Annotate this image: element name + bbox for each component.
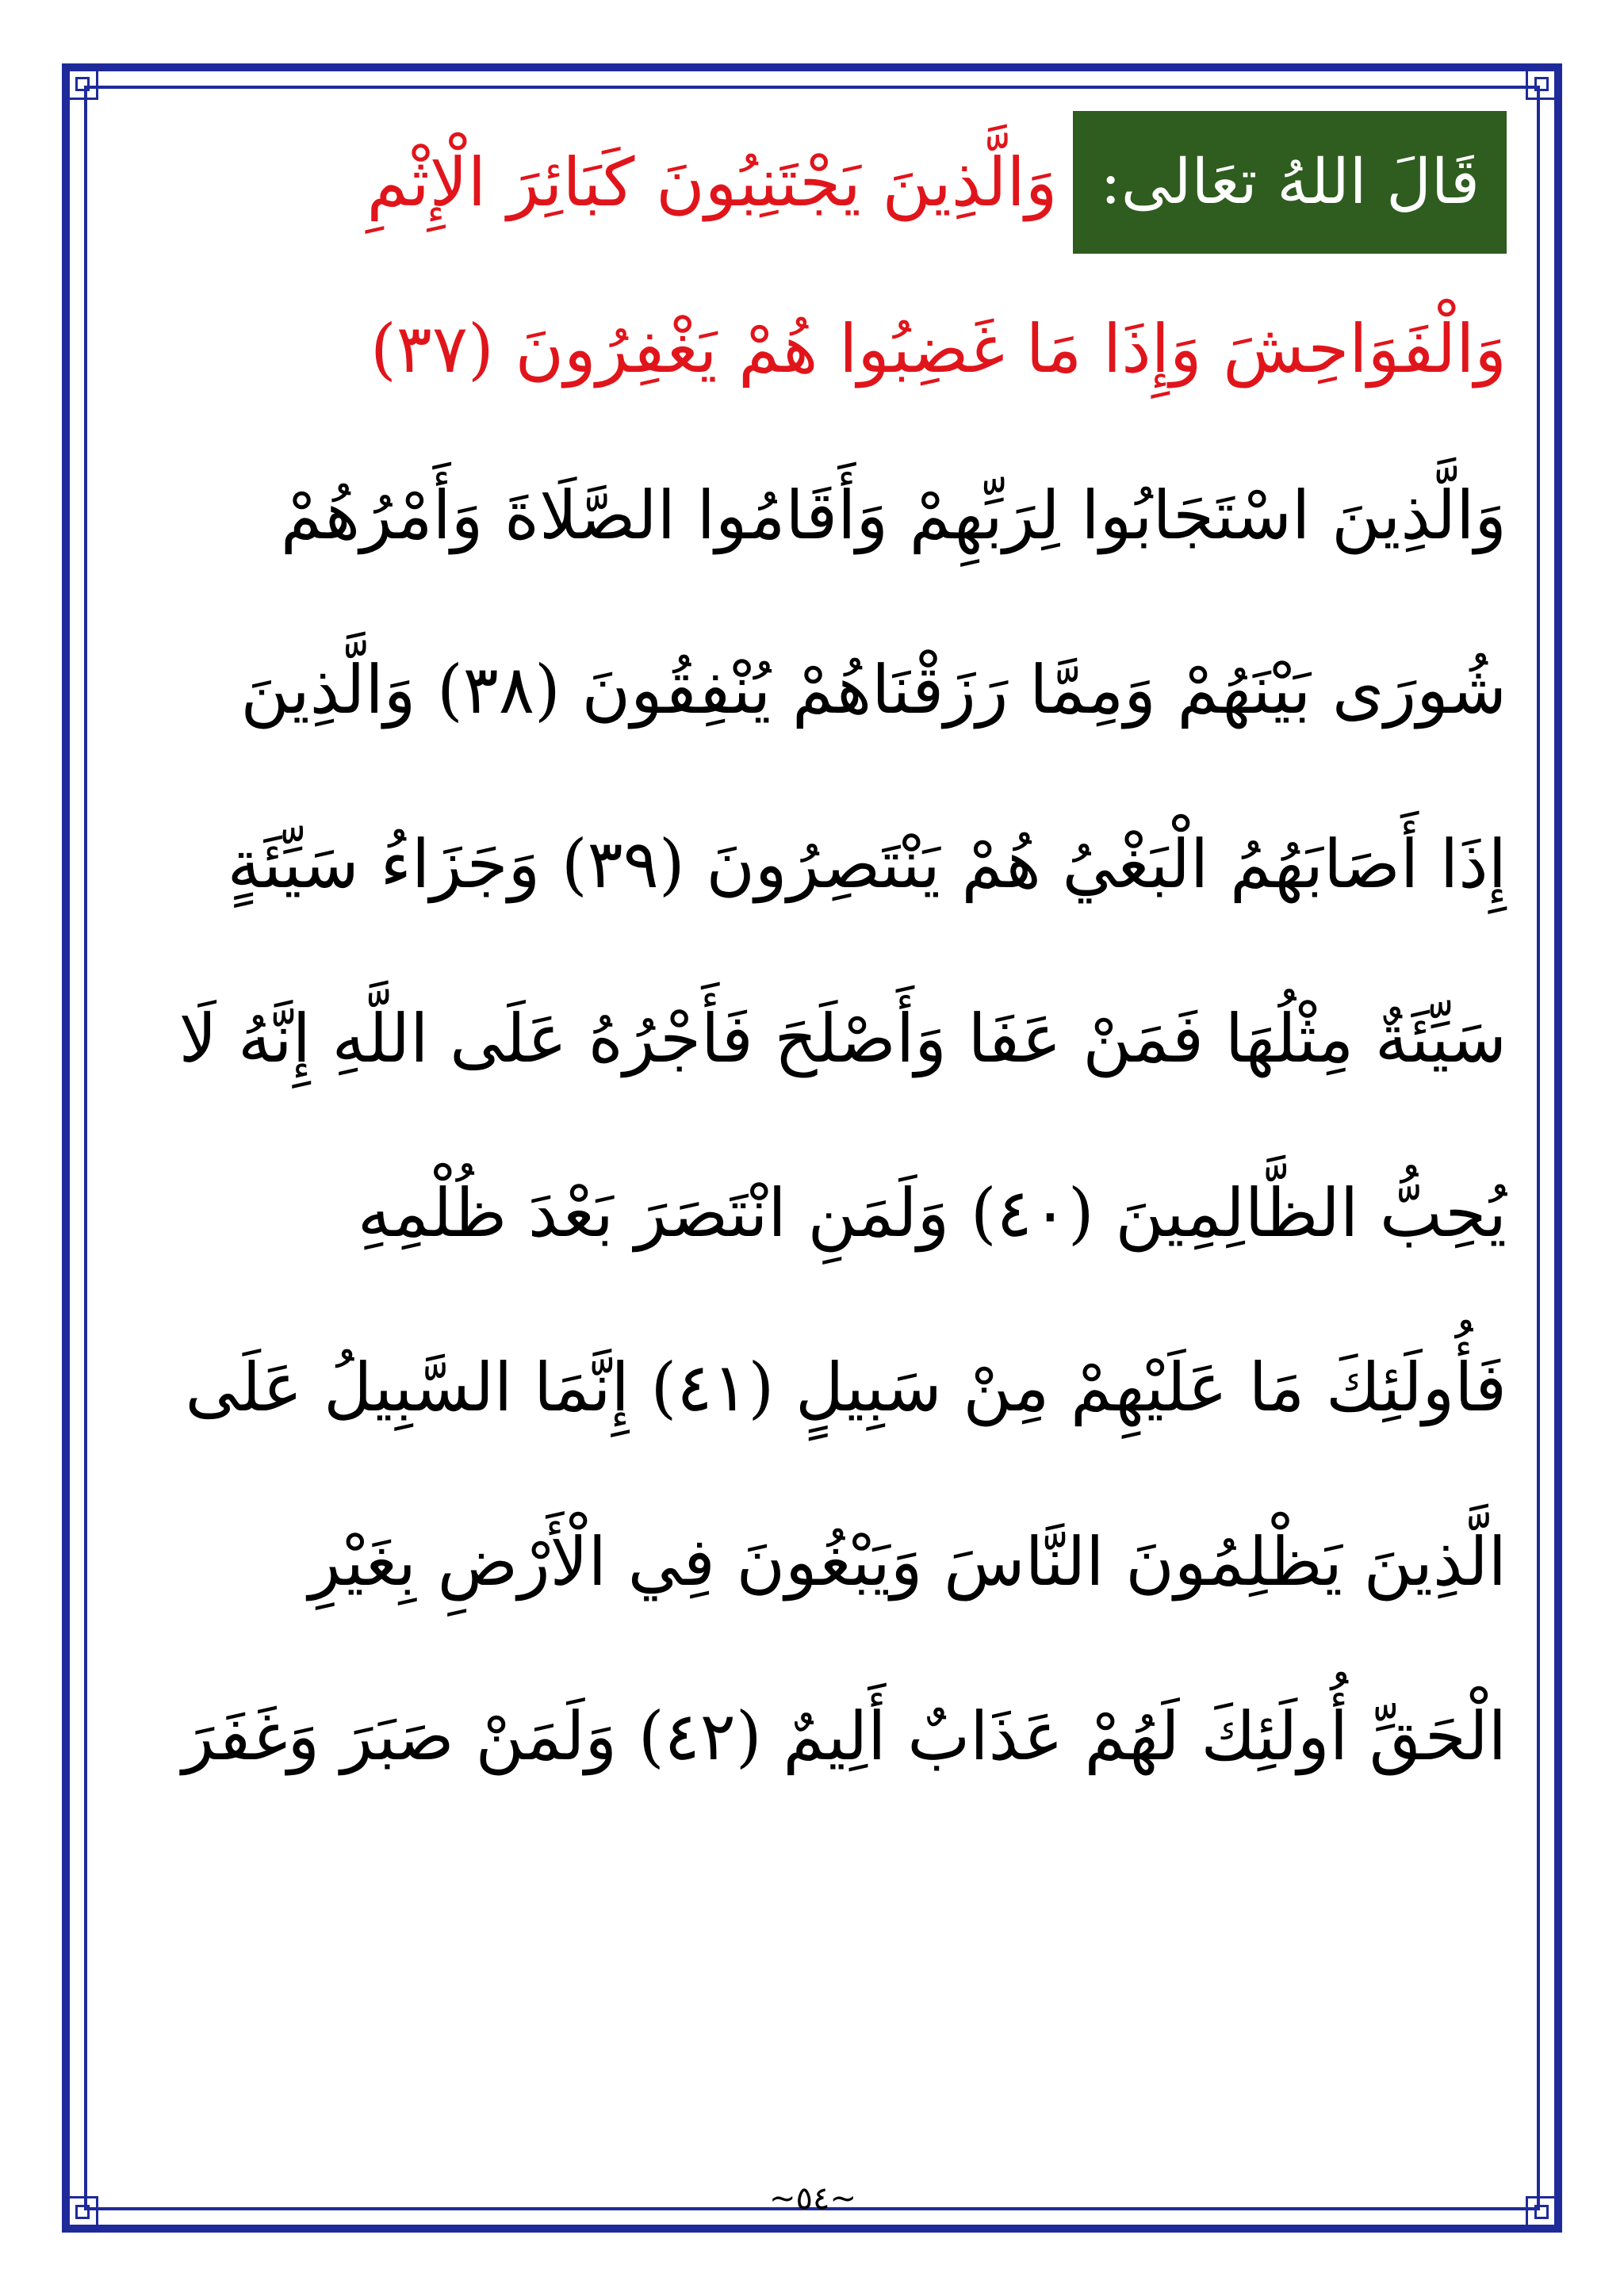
corner-ornament-top-left <box>67 68 98 100</box>
verse-heading-line-2-text: وَالْفَوَاحِشَ وَإِذَا مَا غَضِبُوا هُمْ يَغْفِرُونَ (٣٧) <box>370 310 1507 388</box>
verse-line-3-text: إِذَا أَصَابَهُمُ الْبَغْيُ هُمْ يَنْتَصِرُونَ (٣٩) وَجَزَاءُ سَيِّئَةٍ <box>227 825 1507 903</box>
verse-line-5-text: يُحِبُّ الظَّالِمِينَ (٤٠) وَلَمَنِ انْتَصَرَ بَعْدَ ظُلْمِهِ <box>357 1174 1507 1252</box>
verse-line-7 <box>119 1483 1507 1641</box>
verse-line-1 <box>119 436 1507 595</box>
verse-line-4-text: سَيِّئَةٌ مِثْلُهَا فَمَنْ عَفَا وَأَصْلَحَ فَأَجْرُهُ عَلَى اللَّهِ إِنَّهُ لَا <box>178 1000 1507 1077</box>
intro-label-box <box>1073 111 1507 254</box>
page-number: ~٥٤~ <box>769 2180 856 2217</box>
verse-line-2 <box>119 610 1507 769</box>
page-content <box>119 103 1507 2217</box>
verse-heading-line-1: وَالَّذِينَ يَجْتَنِبُونَ كَبَائِرَ الْإِثْمِ <box>366 144 1058 221</box>
verse-line-5 <box>119 1134 1507 1292</box>
verse-line-4 <box>119 959 1507 1118</box>
heading-line-1 <box>119 103 1507 262</box>
verse-line-8-text: الْحَقِّ أُولَئِكَ لَهُمْ عَذَابٌ أَلِيمٌ (٤٢) وَلَمَنْ صَبَرَ وَغَفَرَ <box>182 1697 1507 1775</box>
verse-heading-line-2 <box>119 270 1507 428</box>
verse-line-1-text: وَالَّذِينَ اسْتَجَابُوا لِرَبِّهِمْ وَأَقَامُوا الصَّلَاةَ وَأَمْرُهُمْ <box>280 476 1507 554</box>
corner-ornament-bottom-left <box>67 2196 98 2228</box>
intro-label: قَالَ اللهُ تعَالى: <box>1100 147 1480 218</box>
verse-line-6 <box>119 1308 1507 1467</box>
verse-line-6-text: فَأُولَئِكَ مَا عَلَيْهِمْ مِنْ سَبِيلٍ (٤١) إِنَّمَا السَّبِيلُ عَلَى <box>185 1349 1507 1426</box>
corner-ornament-top-right <box>1526 68 1557 100</box>
verse-line-3 <box>119 785 1507 943</box>
verse-line-2-text: شُورَى بَيْنَهُمْ وَمِمَّا رَزَقْنَاهُمْ يُنْفِقُونَ (٣٨) وَالَّذِينَ <box>240 651 1507 729</box>
corner-ornament-bottom-right <box>1526 2196 1557 2228</box>
verse-line-8 <box>119 1657 1507 1816</box>
verse-line-7-text: الَّذِينَ يَظْلِمُونَ النَّاسَ وَيَبْغُونَ فِي الْأَرْضِ بِغَيْرِ <box>308 1523 1507 1601</box>
